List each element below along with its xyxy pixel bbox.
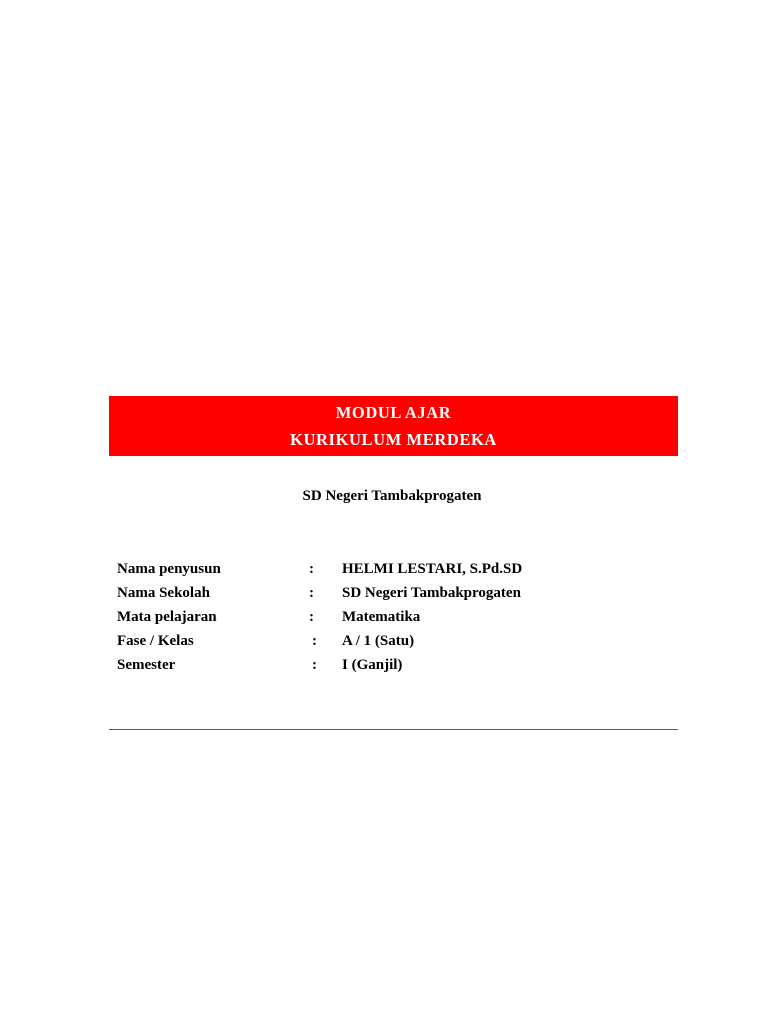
- info-colon: :: [312, 633, 317, 649]
- info-row-semester: [117, 656, 637, 680]
- info-table: [117, 560, 637, 680]
- info-value: SD Negeri Tambakprogaten: [342, 585, 521, 601]
- info-value: A / 1 (Satu): [342, 633, 415, 649]
- curriculum-title: KURIKULUM MERDEKA: [290, 430, 497, 449]
- info-label: Nama Sekolah: [117, 585, 210, 601]
- info-colon: :: [312, 657, 317, 673]
- info-row-school: [117, 584, 637, 608]
- module-title: MODUL AJAR: [335, 403, 452, 422]
- info-colon: :: [309, 609, 314, 625]
- info-value: Matematika: [342, 609, 421, 625]
- info-label: Fase / Kelas: [117, 633, 194, 649]
- info-row-phase-class: [117, 632, 637, 656]
- info-value: HELMI LESTARI, S.Pd.SD: [342, 561, 523, 577]
- info-label: Semester: [117, 657, 176, 673]
- info-label: Nama penyusun: [117, 561, 221, 577]
- info-label: Mata pelajaran: [117, 609, 217, 625]
- title-banner: [109, 396, 678, 456]
- info-colon: :: [309, 561, 314, 577]
- info-colon: :: [309, 585, 314, 601]
- horizontal-divider: [109, 729, 678, 730]
- info-row-subject: [117, 608, 637, 632]
- school-heading: SD Negeri Tambakprogaten: [302, 488, 482, 504]
- info-value: I (Ganjil): [342, 657, 403, 673]
- info-row-author: [117, 560, 637, 584]
